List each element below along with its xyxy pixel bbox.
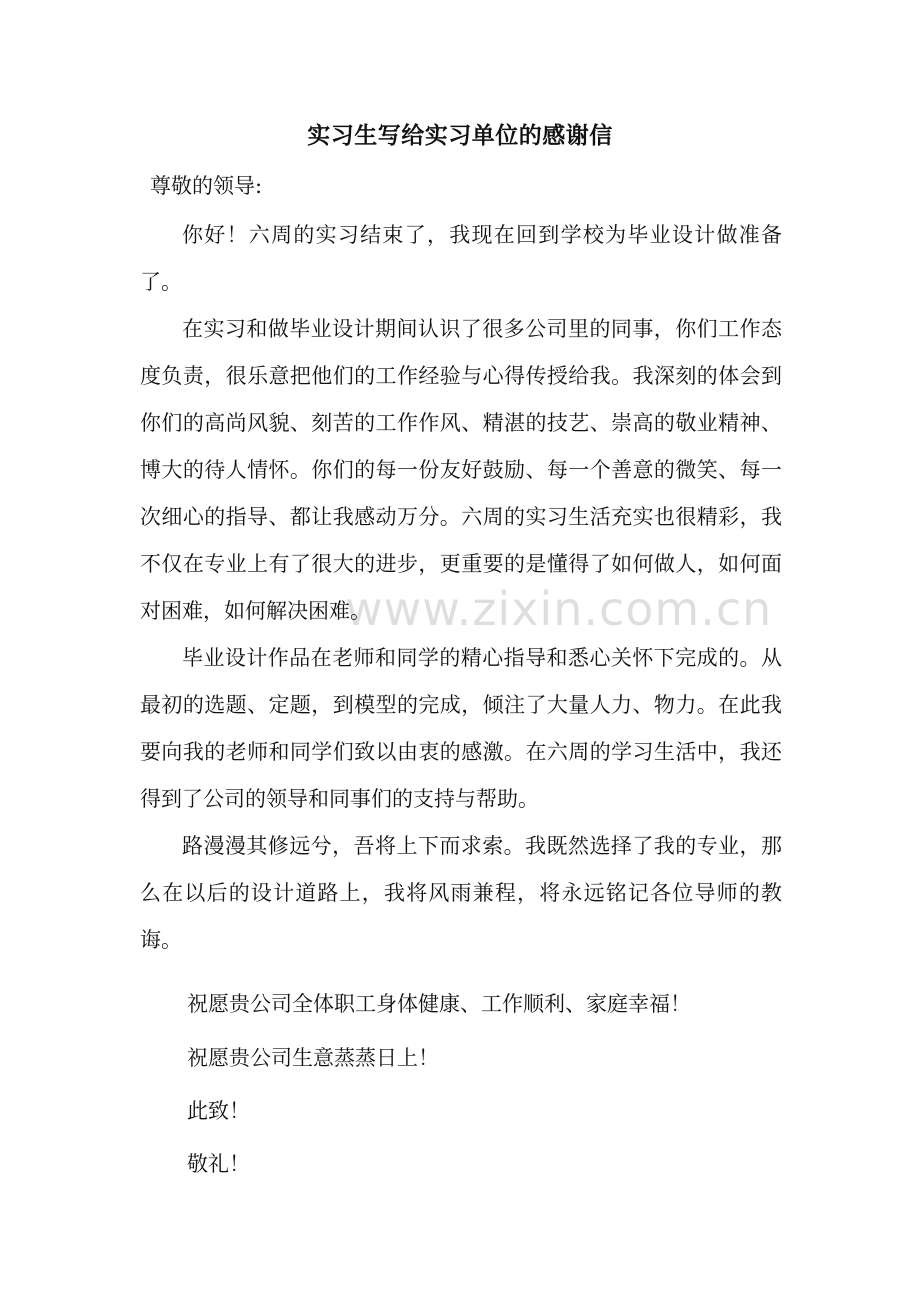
paragraph-greeting: 你好！六周的实习结束了，我现在回到学校为毕业设计做准备了。	[140, 223, 782, 294]
closing-cizhi: 此致！	[187, 1099, 250, 1123]
watermark: www.zixin.com.cn	[345, 582, 773, 636]
salutation: 尊敬的领导:	[150, 174, 263, 198]
paragraph-internship: 在实习和做毕业设计期间认识了很多公司里的同事，你们工作态度负责，很乐意把他们的工作经验与心得传授给我。我深刻的体会到你们的高尚风貌、刻苦的工作作风、精湛的技艺、崇高的敬业精神、博大的待人情怀。你们的每一份友好鼓励、每一个善意的微笑、每一次细心的指导、都让我感动万分。六周的实习生活充实也很精彩，我不仅在专业上有了很大的进步，更重要的是懂得了如何做人，如何面对困难，如何解决困难。	[140, 317, 782, 623]
paragraph-future: 路漫漫其修远兮，吾将上下而求索。我既然选择了我的专业，那么在以后的设计道路上，我将风雨兼程，将永远铭记各位导师的教诲。	[140, 834, 782, 952]
closing-wish-staff: 祝愿贵公司全体职工身体健康、工作顺利、家庭幸福！	[187, 992, 691, 1016]
paragraph-graduation-design: 毕业设计作品在老师和同学的精心指导和悉心关怀下完成的。从最初的选题、定题，到模型的完成，倾注了大量人力、物力。在此我要向我的老师和同学们致以由衷的感激。在六周的学习生活中，我还得到了公司的领导和同事们的支持与帮助。	[140, 646, 782, 811]
letter-title: 实习生写给实习单位的感谢信	[307, 122, 613, 149]
closing-jingli: 敬礼！	[187, 1152, 250, 1176]
letter-body	[140, 212, 782, 964]
closing-wish-business: 祝愿贵公司生意蒸蒸日上！	[187, 1046, 439, 1070]
